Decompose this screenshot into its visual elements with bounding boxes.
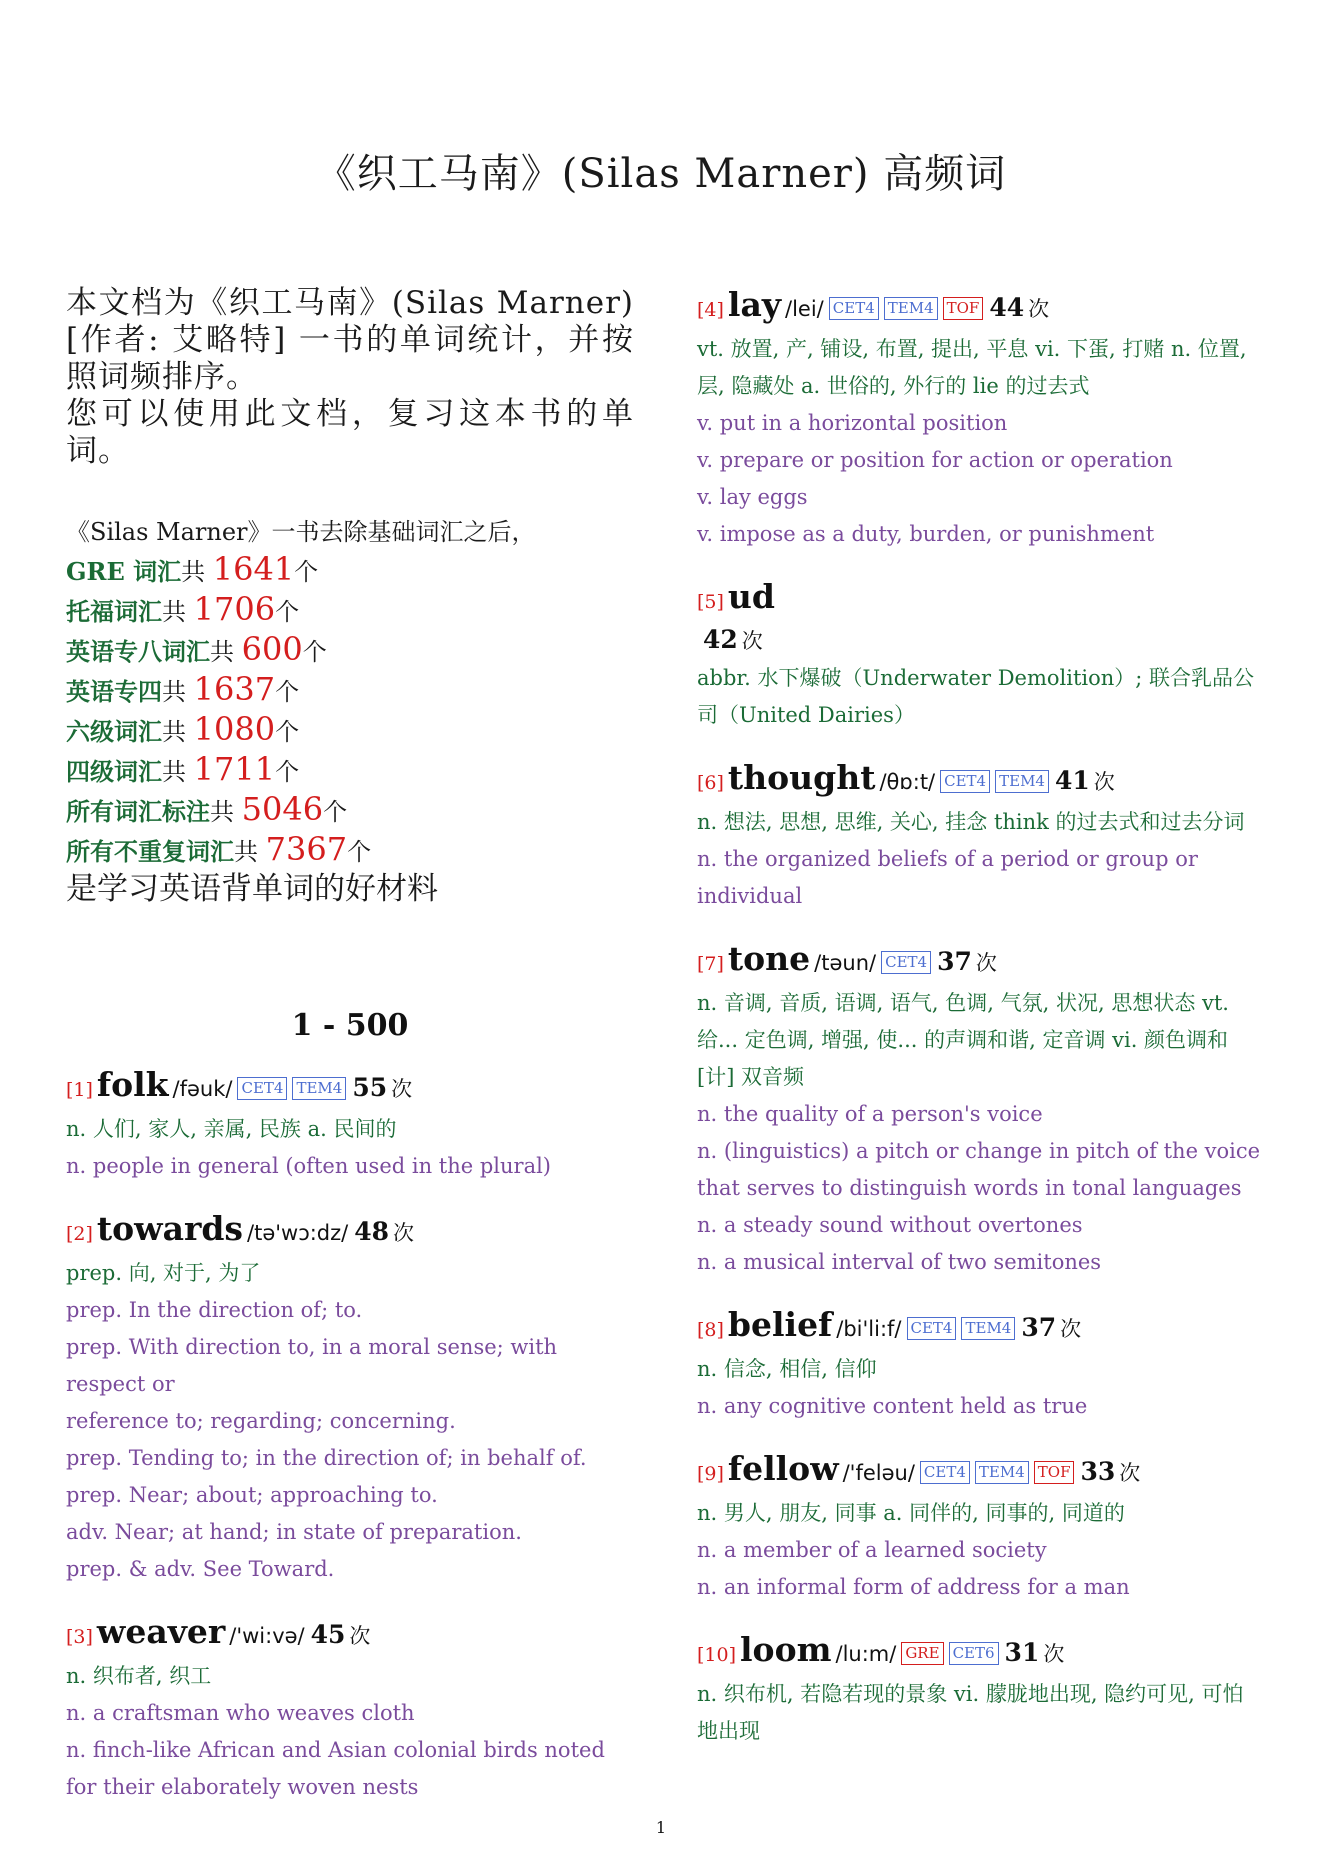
chinese-definition: n. 织布者, 织工 xyxy=(66,1664,212,1688)
headword: weaver xyxy=(96,1612,226,1651)
stat-mid: 共 xyxy=(210,798,242,826)
entry-rank: [3] xyxy=(66,1626,93,1648)
frequency-count: 44 xyxy=(989,293,1025,322)
phonetic: /bi'li:f/ xyxy=(836,1317,902,1341)
stat-mid: 共 xyxy=(162,678,194,706)
english-definition: v. lay eggs xyxy=(697,485,808,509)
word-entry xyxy=(697,1630,1263,1750)
frequency-unit: 次 xyxy=(1028,297,1050,321)
page-number: 1 xyxy=(655,1818,667,1837)
entry-head xyxy=(697,1630,1263,1676)
stat-mid: 共 xyxy=(162,718,194,746)
tag-badge: TEM4 xyxy=(995,770,1049,793)
stat-unit: 个 xyxy=(347,838,372,866)
frequency-count: 37 xyxy=(937,947,972,976)
stat-count: 5046 xyxy=(241,790,324,828)
frequency-count: 37 xyxy=(1021,1313,1057,1342)
frequency-unit: 次 xyxy=(349,1624,371,1648)
chinese-definition: n. 信念, 相信, 信仰 xyxy=(697,1357,877,1381)
tag-badge: GRE xyxy=(901,1642,943,1665)
stat-count: 1711 xyxy=(193,750,276,788)
stats-closing: 是学习英语背单词的好材料 xyxy=(66,871,438,907)
chinese-definition: n. 男人, 朋友, 同事 a. 同伴的, 同事的, 同道的 xyxy=(697,1501,1125,1525)
tag-badge: TEM4 xyxy=(292,1077,346,1100)
english-definition: adv. Near; at hand; in state of preparation. xyxy=(66,1520,522,1544)
entry-rank: [8] xyxy=(697,1319,724,1341)
stats-lead: 《Silas Marner》一书去除基础词汇之后， xyxy=(66,518,536,546)
entry-rank: [4] xyxy=(697,299,724,321)
stat-count: 1706 xyxy=(193,590,276,628)
frequency-count: 48 xyxy=(354,1217,390,1246)
english-definition: n. (linguistics) a pitch or change in pitch of the voice that serves to distinguish words in tonal languages xyxy=(697,1139,1261,1200)
stat-mid: 共 xyxy=(181,558,213,586)
english-definition: prep. With direction to, in a moral sense; with respect or xyxy=(66,1335,558,1396)
range-heading: 1 - 500 xyxy=(291,1008,409,1043)
stat-line xyxy=(66,671,634,711)
chinese-definition: vt. 放置, 产, 铺设, 布置, 提出, 平息 vi. 下蛋, 打赌 n. 位置, 层, 隐藏处 a. 世俗的, 外行的 lie 的过去式 xyxy=(697,337,1247,398)
frequency-count: 31 xyxy=(1004,1638,1040,1667)
page-title: 《织工马南》(Silas Marner) 高频词 xyxy=(315,151,1007,197)
frequency-count: 33 xyxy=(1080,1457,1116,1486)
english-definition: prep. Tending to; in the direction of; in behalf of. xyxy=(66,1446,587,1470)
left-column xyxy=(66,285,634,1830)
stat-line xyxy=(66,751,634,791)
stat-count: 1637 xyxy=(193,670,276,708)
tag-badge: CET4 xyxy=(881,951,931,974)
english-definition: n. an informal form of address for a man xyxy=(697,1575,1130,1599)
stat-count: 7367 xyxy=(265,830,348,868)
stat-unit: 个 xyxy=(275,678,300,706)
frequency-count: 42 xyxy=(703,625,738,654)
english-definition: n. people in general (often used in the plural) xyxy=(66,1154,551,1178)
chinese-definition: n. 想法, 思想, 思维, 关心, 挂念 think 的过去式和过去分词 xyxy=(697,810,1245,834)
tag-badge: CET4 xyxy=(920,1461,970,1484)
frequency-unit: 次 xyxy=(1119,1461,1141,1485)
entry-rank: [1] xyxy=(66,1079,93,1101)
stat-label: 托福词汇 xyxy=(66,597,162,626)
stat-unit: 个 xyxy=(275,758,300,786)
frequency-unit: 次 xyxy=(975,951,997,975)
phonetic: /tə'wɔ:dz/ xyxy=(247,1221,349,1245)
phonetic: /'wi:və/ xyxy=(229,1624,305,1648)
stat-label: GRE 词汇 xyxy=(66,557,182,586)
phonetic: /təun/ xyxy=(814,951,877,975)
stat-line xyxy=(66,591,634,631)
english-definition: prep. & adv. See Toward. xyxy=(66,1557,335,1581)
word-entry xyxy=(697,939,1263,1281)
phonetic: /fəuk/ xyxy=(172,1077,233,1101)
tag-badge: TEM4 xyxy=(961,1317,1015,1340)
intro-paragraph xyxy=(66,285,634,470)
headword: fellow xyxy=(727,1449,839,1488)
english-definition: n. a member of a learned society xyxy=(697,1538,1047,1562)
stat-label: 四级词汇 xyxy=(66,757,162,786)
headword: thought xyxy=(727,758,876,797)
phonetic: /lu:m/ xyxy=(835,1642,897,1666)
entry-rank: [7] xyxy=(697,953,724,975)
frequency-count: 55 xyxy=(352,1073,388,1102)
headword: lay xyxy=(727,285,782,324)
frequency-unit: 次 xyxy=(1093,770,1115,794)
stat-unit: 个 xyxy=(294,558,319,586)
tag-badge: TOF xyxy=(943,297,984,320)
english-definition: reference to; regarding; concerning. xyxy=(66,1409,456,1433)
word-entry xyxy=(66,1209,634,1588)
stat-label: 所有词汇标注 xyxy=(66,797,210,826)
entry-rank: [2] xyxy=(66,1223,93,1245)
entry-head xyxy=(697,939,1263,985)
english-definition: n. a musical interval of two semitones xyxy=(697,1250,1102,1274)
english-definition: n. finch-like African and Asian colonial birds noted for their elaborately woven nests xyxy=(66,1738,605,1799)
stat-mid: 共 xyxy=(234,838,266,866)
stat-line xyxy=(66,791,634,831)
entry-rank: [10] xyxy=(697,1644,737,1666)
stat-mid: 共 xyxy=(210,638,242,666)
stat-count: 600 xyxy=(241,630,303,668)
stat-label: 英语专四 xyxy=(66,677,162,706)
frequency-unit: 次 xyxy=(391,1077,413,1101)
entry-head xyxy=(697,758,1263,804)
count-line xyxy=(697,623,1263,660)
headword: folk xyxy=(96,1065,169,1104)
frequency-unit: 次 xyxy=(741,629,763,653)
chinese-definition: n. 人们, 家人, 亲属, 民族 a. 民间的 xyxy=(66,1117,397,1141)
word-entry xyxy=(697,1305,1263,1425)
stat-label: 所有不重复词汇 xyxy=(66,837,234,866)
stat-count: 1080 xyxy=(193,710,276,748)
english-definition: n. the organized beliefs of a period or group or individual xyxy=(697,847,1198,908)
tag-badge: TEM4 xyxy=(884,297,938,320)
headword: tone xyxy=(727,939,811,978)
chinese-definition: n. 音调, 音质, 语调, 语气, 色调, 气氛, 状况, 思想状态 vt. 给... 定色调, 增强, 使... 的声调和谐, 定音调 vi. 颜色调和 [计] 双音频 xyxy=(697,991,1229,1089)
english-definition: n. a steady sound without overtones xyxy=(697,1213,1083,1237)
intro-line: 您可以使用此文档，复习这本书的单词。 xyxy=(66,396,634,469)
tag-badge: CET6 xyxy=(949,1642,999,1665)
frequency-unit: 次 xyxy=(1043,1642,1065,1666)
stat-unit: 个 xyxy=(275,598,300,626)
stat-mid: 共 xyxy=(162,598,194,626)
stat-label: 六级词汇 xyxy=(66,717,162,746)
word-entry xyxy=(66,1612,634,1806)
headword: belief xyxy=(727,1305,833,1344)
stat-line xyxy=(66,551,634,591)
vocab-stats xyxy=(66,514,634,908)
chinese-definition: n. 织布机, 若隐若现的景象 vi. 朦胧地出现, 隐约可见, 可怕地出现 xyxy=(697,1682,1244,1743)
english-definition: n. a craftsman who weaves cloth xyxy=(66,1701,415,1725)
word-entry xyxy=(697,577,1263,734)
stat-line xyxy=(66,831,634,871)
frequency-unit: 次 xyxy=(393,1221,415,1245)
headword: ud xyxy=(727,577,775,616)
english-definition: n. any cognitive content held as true xyxy=(697,1394,1088,1418)
entry-head xyxy=(697,285,1263,331)
stat-unit: 个 xyxy=(323,798,348,826)
frequency-count: 41 xyxy=(1054,766,1090,795)
word-entry xyxy=(697,1449,1263,1606)
tag-badge: CET4 xyxy=(907,1317,957,1340)
entry-rank: [6] xyxy=(697,772,724,794)
entry-head xyxy=(697,1305,1263,1351)
stat-mid: 共 xyxy=(162,758,194,786)
tag-badge: CET4 xyxy=(237,1077,287,1100)
tag-badge: TOF xyxy=(1034,1461,1075,1484)
stat-line xyxy=(66,631,634,671)
entry-head xyxy=(697,577,1263,623)
entry-head xyxy=(66,1065,634,1111)
english-definition: n. the quality of a person's voice xyxy=(697,1102,1043,1126)
entry-head xyxy=(697,1449,1263,1495)
right-column xyxy=(697,285,1263,1774)
english-definition: v. prepare or position for action or operation xyxy=(697,448,1173,472)
stat-line xyxy=(66,711,634,751)
stat-count: 1641 xyxy=(212,550,295,588)
entry-head xyxy=(66,1209,634,1255)
entry-rank: [9] xyxy=(697,1463,724,1485)
entry-rank: [5] xyxy=(697,591,724,613)
english-definition: prep. In the direction of; to. xyxy=(66,1298,363,1322)
headword: towards xyxy=(96,1209,244,1248)
frequency-count: 45 xyxy=(310,1620,346,1649)
english-definition: prep. Near; about; approaching to. xyxy=(66,1483,438,1507)
word-entry xyxy=(66,1065,634,1185)
phonetic: /'feləu/ xyxy=(842,1461,915,1485)
tag-badge: TEM4 xyxy=(975,1461,1029,1484)
word-entry xyxy=(697,285,1263,553)
tag-badge: CET4 xyxy=(940,770,990,793)
intro-line: 本文档为《织工马南》(Silas Marner)[作者: 艾略特] 一书的单词统计，并按照词频排序。 xyxy=(66,285,634,395)
chinese-definition: abbr. 水下爆破（Underwater Demolition）; 联合乳品公司（United Dairies） xyxy=(697,666,1255,727)
word-entry xyxy=(697,758,1263,915)
headword: loom xyxy=(740,1630,832,1669)
phonetic: /lei/ xyxy=(785,297,824,321)
entry-head xyxy=(66,1612,634,1658)
stat-unit: 个 xyxy=(275,718,300,746)
phonetic: /θɒ:t/ xyxy=(879,770,936,794)
english-definition: v. impose as a duty, burden, or punishment xyxy=(697,522,1155,546)
tag-badge: CET4 xyxy=(829,297,879,320)
stat-label: 英语专八词汇 xyxy=(66,637,210,666)
english-definition: v. put in a horizontal position xyxy=(697,411,1008,435)
frequency-unit: 次 xyxy=(1060,1317,1082,1341)
stat-unit: 个 xyxy=(302,638,327,666)
chinese-definition: prep. 向, 对于, 为了 xyxy=(66,1261,261,1285)
